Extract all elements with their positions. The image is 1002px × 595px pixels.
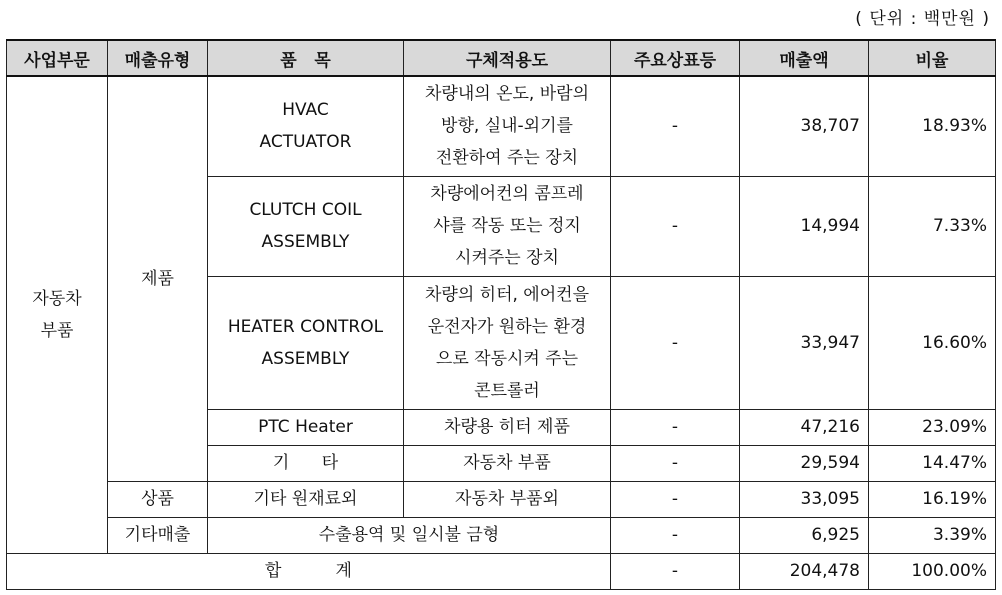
- sales-cell: 33,095: [740, 481, 869, 517]
- header-ratio: 비율: [869, 40, 996, 76]
- brand-cell: -: [611, 76, 740, 176]
- sales-table: [6, 39, 996, 590]
- use-cell: 자동차 부품외: [404, 481, 611, 517]
- total-label: 합 계: [7, 553, 611, 589]
- use-cell: 차량에어컨의 콤프레 샤를 작동 또는 정지 시켜주는 장치: [404, 176, 611, 276]
- sales-cell: 47,216: [740, 409, 869, 445]
- sales-cell: 29,594: [740, 445, 869, 481]
- ratio-cell: 14.47%: [869, 445, 996, 481]
- business-segment: 자동차 부품: [7, 76, 108, 553]
- total-row: [7, 553, 996, 589]
- item-cell: PTC Heater: [208, 409, 404, 445]
- header-sales: 매출액: [740, 40, 869, 76]
- ratio-cell: 23.09%: [869, 409, 996, 445]
- ratio-cell: 3.39%: [869, 517, 996, 553]
- header-item: 품 목: [208, 40, 404, 76]
- total-brand: -: [611, 553, 740, 589]
- brand-cell: -: [611, 409, 740, 445]
- table-row: [7, 517, 996, 553]
- item-cell: 기타 원재료외: [208, 481, 404, 517]
- use-cell: 차량의 히터, 에어컨을 운전자가 원하는 환경 으로 작동시켜 주는 콘트롤러: [404, 276, 611, 409]
- use-cell: 차량용 히터 제품: [404, 409, 611, 445]
- brand-cell: -: [611, 517, 740, 553]
- item-cell: HVAC ACTUATOR: [208, 76, 404, 176]
- brand-cell: -: [611, 445, 740, 481]
- sales-cell: 38,707: [740, 76, 869, 176]
- table-row: [7, 76, 996, 176]
- ratio-cell: 7.33%: [869, 176, 996, 276]
- item-cell: HEATER CONTROL ASSEMBLY: [208, 276, 404, 409]
- use-cell: 자동차 부품: [404, 445, 611, 481]
- sales-cell: 14,994: [740, 176, 869, 276]
- header-sales-type: 매출유형: [108, 40, 208, 76]
- unit-note: ( 단위 : 백만원 ): [855, 9, 990, 29]
- ratio-cell: 16.60%: [869, 276, 996, 409]
- item-cell: CLUTCH COIL ASSEMBLY: [208, 176, 404, 276]
- header-segment: 사업부문: [7, 40, 108, 76]
- ratio-cell: 18.93%: [869, 76, 996, 176]
- item-cell: 기 타: [208, 445, 404, 481]
- item-use-cell: 수출용역 및 일시불 금형: [208, 517, 611, 553]
- header-brand: 주요상표등: [611, 40, 740, 76]
- table-row: [7, 481, 996, 517]
- use-cell: 차량내의 온도, 바람의 방향, 실내-외기를 전환하여 주는 장치: [404, 76, 611, 176]
- brand-cell: -: [611, 481, 740, 517]
- header-use: 구체적용도: [404, 40, 611, 76]
- brand-cell: -: [611, 276, 740, 409]
- ratio-cell: 16.19%: [869, 481, 996, 517]
- sales-type-other: 기타매출: [108, 517, 208, 553]
- header-row: [7, 40, 996, 76]
- sales-cell: 6,925: [740, 517, 869, 553]
- sales-cell: 33,947: [740, 276, 869, 409]
- total-ratio: 100.00%: [869, 553, 996, 589]
- sales-type-product: 제품: [108, 76, 208, 481]
- sales-type-goods: 상품: [108, 481, 208, 517]
- total-sales: 204,478: [740, 553, 869, 589]
- brand-cell: -: [611, 176, 740, 276]
